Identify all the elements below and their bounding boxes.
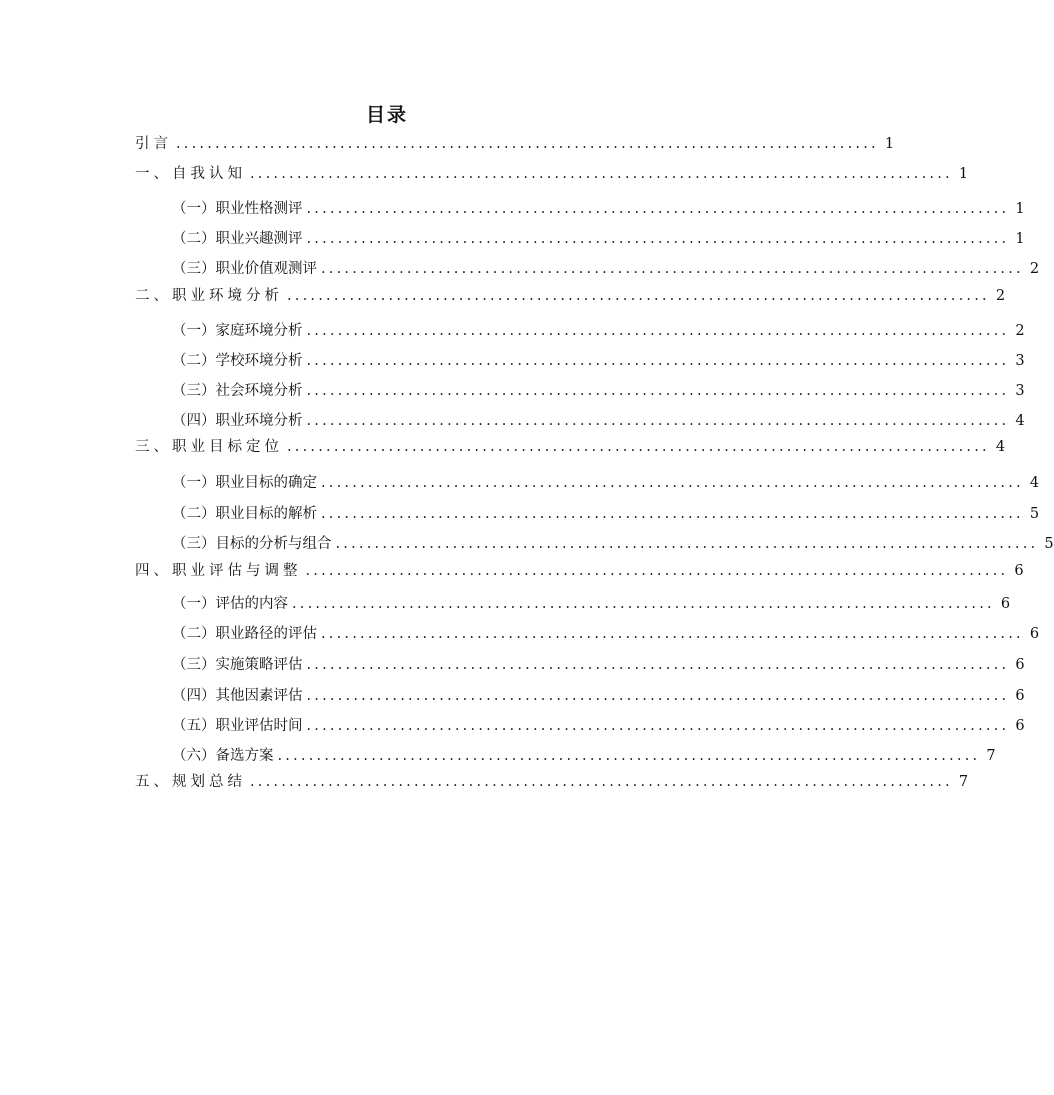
toc-leader-dots: .......................................................................................... xyxy=(176,136,879,152)
toc-entry-page: 2 xyxy=(995,288,1006,304)
toc-entry[interactable] xyxy=(172,594,1011,614)
toc-entry-label: （五）职业评估时间 xyxy=(172,718,303,734)
toc-leader-dots: .......................................................................................... xyxy=(277,748,981,764)
toc-leader-dots: .......................................................................................... xyxy=(306,688,1010,704)
toc-leader-dots: .......................................................................................... xyxy=(292,596,995,612)
toc-entry-page: 1 xyxy=(884,136,895,152)
toc-entry-label: （三）实施策略评估 xyxy=(172,657,303,673)
toc-entry-page: 6 xyxy=(1015,657,1025,673)
toc-leader-dots: .......................................................................................... xyxy=(305,563,1009,579)
toc-entry-page: 7 xyxy=(986,748,996,764)
toc-leader-dots: .......................................................................................... xyxy=(306,383,1010,399)
toc-entry-label: （三）职业价值观测评 xyxy=(172,261,317,277)
toc-entry-label: （二）职业目标的解析 xyxy=(172,506,317,522)
toc-title: 目录 xyxy=(365,104,408,126)
toc-leader-dots: .......................................................................................... xyxy=(306,201,1010,217)
toc-entry[interactable] xyxy=(135,772,969,792)
toc-leader-dots: .......................................................................................... xyxy=(321,506,1024,522)
toc-entry-label: （一）职业目标的确定 xyxy=(172,475,317,491)
toc-entry-label: 二、职业环境分析 xyxy=(135,288,283,304)
toc-entry-label: （三）目标的分析与组合 xyxy=(172,536,332,552)
toc-entry-label: 四、职业评估与调整 xyxy=(135,563,302,579)
toc-entry-page: 6 xyxy=(1029,626,1040,642)
toc-entry-page: 1 xyxy=(1015,201,1025,217)
toc-entry-label: 引言 xyxy=(135,136,172,152)
toc-entry[interactable] xyxy=(172,381,1025,401)
toc-entry-page: 6 xyxy=(1014,563,1024,579)
toc-entry[interactable] xyxy=(135,437,1006,457)
toc-entry-label: （二）学校环境分析 xyxy=(172,353,303,369)
toc-entry-page: 7 xyxy=(958,774,969,790)
toc-entry-label: （四）职业环境分析 xyxy=(172,413,303,429)
toc-entry[interactable] xyxy=(135,134,895,154)
toc-leader-dots: .......................................................................................... xyxy=(250,166,953,182)
toc-entry[interactable] xyxy=(172,199,1025,219)
toc-entry[interactable] xyxy=(135,286,1006,306)
toc-entry-label: （一）职业性格测评 xyxy=(172,201,303,217)
toc-entry-page: 2 xyxy=(1015,323,1025,339)
toc-entry-label: （六）备选方案 xyxy=(172,748,274,764)
toc-leader-dots: .......................................................................................... xyxy=(321,261,1024,277)
toc-entry-label: （二）职业兴趣测评 xyxy=(172,231,303,247)
toc-entry[interactable] xyxy=(135,561,1024,581)
toc-entry-page: 2 xyxy=(1029,261,1040,277)
toc-entry-page: 5 xyxy=(1044,536,1054,552)
toc-entry-label: 五、规划总结 xyxy=(135,774,246,790)
toc-leader-dots: .......................................................................................... xyxy=(250,774,953,790)
toc-leader-dots: .......................................................................................... xyxy=(335,536,1039,552)
toc-entry-label: （二）职业路径的评估 xyxy=(172,626,317,642)
toc-entry-page: 3 xyxy=(1015,383,1025,399)
toc-entry-label: （四）其他因素评估 xyxy=(172,688,303,704)
toc-entry[interactable] xyxy=(172,351,1025,371)
toc-entry-page: 6 xyxy=(1000,596,1011,612)
toc-entry[interactable] xyxy=(172,473,1040,493)
toc-entry[interactable] xyxy=(172,534,1054,554)
toc-entry-label: （一）家庭环境分析 xyxy=(172,323,303,339)
toc-entry-label: 三、职业目标定位 xyxy=(135,439,283,455)
toc-leader-dots: .......................................................................................... xyxy=(321,626,1024,642)
toc-entry-label: （一）评估的内容 xyxy=(172,596,288,612)
toc-entry[interactable] xyxy=(172,746,996,766)
toc-entry[interactable] xyxy=(172,504,1040,524)
toc-entry-label: 一、自我认知 xyxy=(135,166,246,182)
toc-leader-dots: .......................................................................................... xyxy=(306,323,1010,339)
toc-leader-dots: .......................................................................................... xyxy=(306,231,1010,247)
toc-leader-dots: .......................................................................................... xyxy=(306,413,1010,429)
toc-entry[interactable] xyxy=(172,321,1025,341)
toc-leader-dots: .......................................................................................... xyxy=(287,439,990,455)
toc-entry[interactable] xyxy=(172,411,1025,431)
toc-entry-page: 5 xyxy=(1029,506,1040,522)
toc-entry[interactable] xyxy=(172,624,1040,644)
toc-entry-page: 4 xyxy=(1015,413,1025,429)
toc-entry[interactable] xyxy=(172,716,1025,736)
toc-entry[interactable] xyxy=(172,686,1025,706)
toc-leader-dots: .......................................................................................... xyxy=(287,288,990,304)
toc-leader-dots: .......................................................................................... xyxy=(321,475,1024,491)
toc-entry-page: 4 xyxy=(1029,475,1040,491)
toc-entry-page: 6 xyxy=(1015,718,1025,734)
toc-leader-dots: .......................................................................................... xyxy=(306,718,1010,734)
toc-entry-label: （三）社会环境分析 xyxy=(172,383,303,399)
toc-entry-page: 6 xyxy=(1015,688,1025,704)
toc-entry[interactable] xyxy=(172,259,1040,279)
toc-entry-page: 1 xyxy=(1015,231,1025,247)
toc-leader-dots: .......................................................................................... xyxy=(306,657,1010,673)
toc-entry[interactable] xyxy=(172,655,1025,675)
toc-entry[interactable] xyxy=(172,229,1025,249)
toc-leader-dots: .......................................................................................... xyxy=(306,353,1010,369)
toc-entry-page: 1 xyxy=(958,166,969,182)
toc-entry[interactable] xyxy=(135,164,969,184)
toc-entry-page: 4 xyxy=(995,439,1006,455)
toc-entry-page: 3 xyxy=(1015,353,1025,369)
